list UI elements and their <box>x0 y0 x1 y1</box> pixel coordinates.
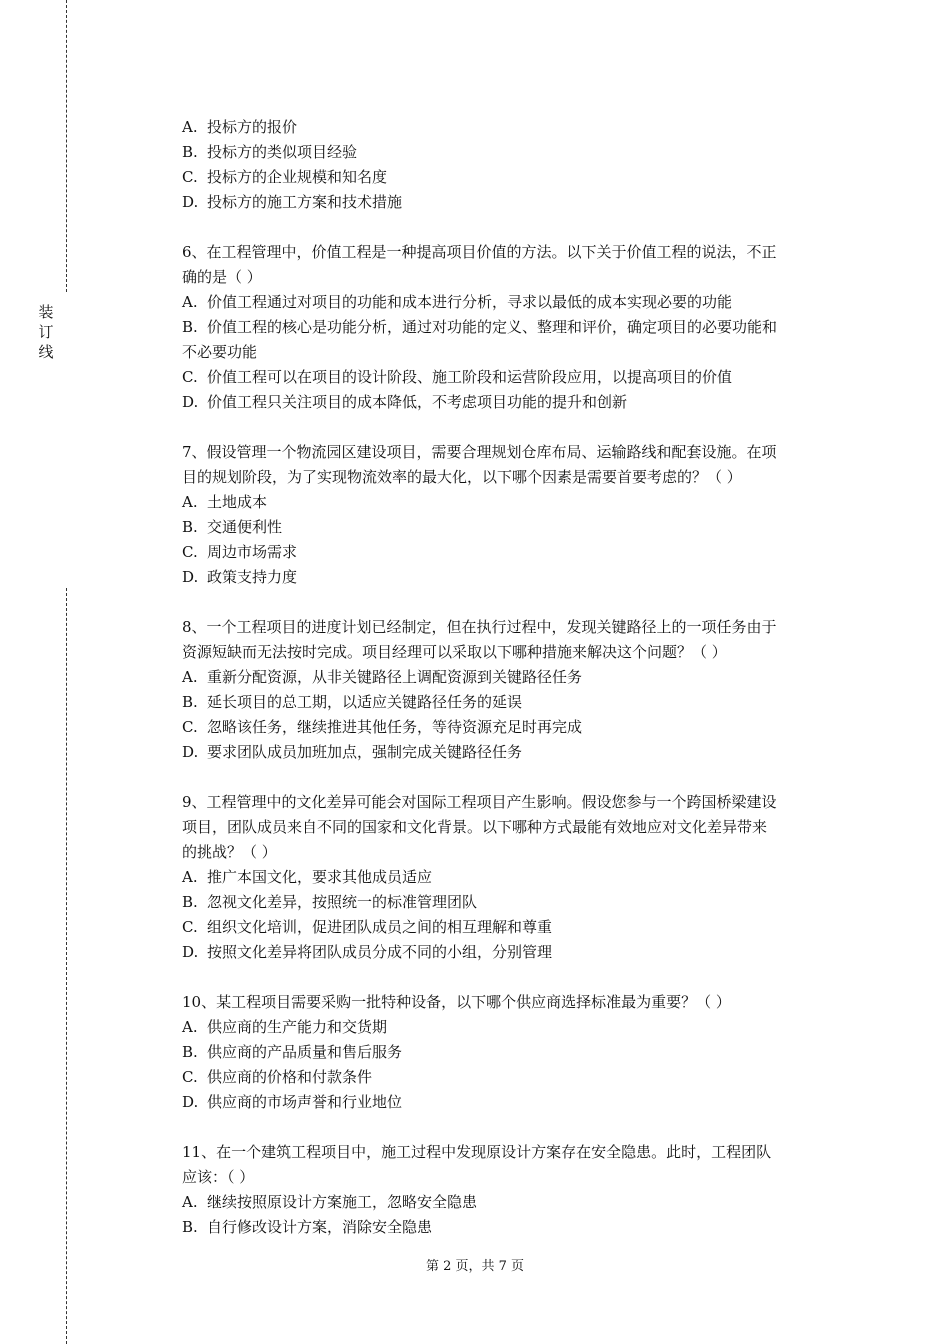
question-text: 11、在一个建筑工程项目中，施工过程中发现原设计方案存在安全隐患。此时，工程团队 <box>182 1143 772 1161</box>
question-6 <box>182 240 838 415</box>
option-c: C. 供应商的价格和付款条件 <box>182 1068 373 1086</box>
option-d: D. 价值工程只关注项目的成本降低，不考虑项目功能的提升和创新 <box>182 393 628 411</box>
option-b: B. 自行修改设计方案，消除安全隐患 <box>182 1218 433 1236</box>
option-a: A. 价值工程通过对项目的功能和成本进行分析，寻求以最低的成本实现必要的功能 <box>182 293 733 311</box>
option-a: A. 土地成本 <box>182 493 268 511</box>
option-a: A. 推广本国文化，要求其他成员适应 <box>182 868 433 886</box>
binding-char: 订 <box>38 323 54 341</box>
option-d: D. 供应商的市场声誉和行业地位 <box>182 1093 403 1111</box>
question-text: 6、在工程管理中，价值工程是一种提高项目价值的方法。以下关于价值工程的说法，不正 <box>182 243 777 261</box>
binding-line-bottom <box>66 588 67 1344</box>
question-content <box>182 115 838 1240</box>
option-d: D. 投标方的施工方案和技术措施 <box>182 193 403 211</box>
question-8 <box>182 615 838 765</box>
option-d: D. 要求团队成员加班加点，强制完成关键路径任务 <box>182 743 523 761</box>
option-a: A. 重新分配资源，从非关键路径上调配资源到关键路径任务 <box>182 668 583 686</box>
option-b: B. 投标方的类似项目经验 <box>182 143 358 161</box>
option-c: C. 周边市场需求 <box>182 543 298 561</box>
binding-label <box>36 302 56 362</box>
option-c: C. 价值工程可以在项目的设计阶段、施工阶段和运营阶段应用，以提高项目的价值 <box>182 368 733 386</box>
option-b: B. 交通便利性 <box>182 518 283 536</box>
question-text: 10、某工程项目需要采购一批特种设备，以下哪个供应商选择标准最为重要？（ ） <box>182 993 731 1011</box>
binding-line-top <box>66 0 67 292</box>
question-text: 9、工程管理中的文化差异可能会对国际工程项目产生影响。假设您参与一个跨国桥梁建设 <box>182 793 777 811</box>
option-c: C. 投标方的企业规模和知名度 <box>182 168 388 186</box>
question-text: 目的规划阶段，为了实现物流效率的最大化，以下哪个因素是需要首要考虑的？（ ） <box>182 468 742 486</box>
option-d: D. 按照文化差异将团队成员分成不同的小组，分别管理 <box>182 943 553 961</box>
option-a: A. 投标方的报价 <box>182 118 298 136</box>
question-7 <box>182 440 838 590</box>
option-a: A. 供应商的生产能力和交货期 <box>182 1018 388 1036</box>
question-text: 应该：（ ） <box>182 1168 255 1186</box>
question-5-options <box>182 115 838 215</box>
question-text: 确的是（ ） <box>182 268 262 286</box>
binding-char: 装 <box>38 303 54 321</box>
question-text: 的挑战？（ ） <box>182 843 277 861</box>
option-d: D. 政策支持力度 <box>182 568 298 586</box>
option-b: B. 延长项目的总工期，以适应关键路径任务的延误 <box>182 693 523 711</box>
question-text: 7、假设管理一个物流园区建设项目，需要合理规划仓库布局、运输路线和配套设施。在项 <box>182 443 777 461</box>
question-9 <box>182 790 838 965</box>
option-c: C. 组织文化培训，促进团队成员之间的相互理解和尊重 <box>182 918 553 936</box>
option-b: B. 供应商的产品质量和售后服务 <box>182 1043 403 1061</box>
question-text: 资源短缺而无法按时完成。项目经理可以采取以下哪种措施来解决这个问题？（ ） <box>182 643 727 661</box>
page-footer: 第 2 页，共 7 页 <box>425 1259 525 1274</box>
question-11 <box>182 1140 838 1240</box>
question-text: 项目，团队成员来自不同的国家和文化背景。以下哪种方式最能有效地应对文化差异带来 <box>182 818 768 836</box>
binding-char: 线 <box>38 343 54 361</box>
option-c: C. 忽略该任务，继续推进其他任务，等待资源充足时再完成 <box>182 718 583 736</box>
option-a: A. 继续按照原设计方案施工，忽略安全隐患 <box>182 1193 478 1211</box>
option-b: B. 忽视文化差异，按照统一的标准管理团队 <box>182 893 478 911</box>
option-b: B. 价值工程的核心是功能分析，通过对功能的定义、整理和评价，确定项目的必要功能和 <box>182 318 778 336</box>
question-text: 8、一个工程项目的进度计划已经制定，但在执行过程中，发现关键路径上的一项任务由于 <box>182 618 777 636</box>
option-b-continuation: 不必要功能 <box>182 343 258 361</box>
question-10 <box>182 990 838 1115</box>
